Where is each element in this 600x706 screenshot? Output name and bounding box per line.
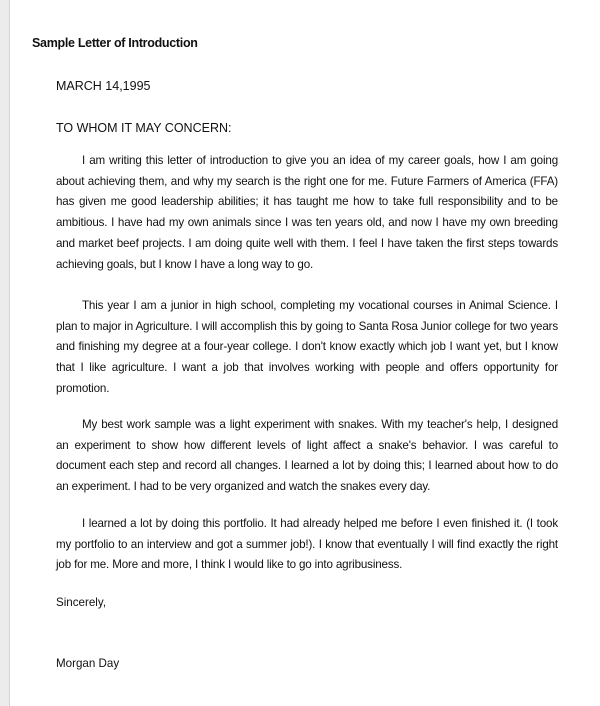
document-page xyxy=(9,0,600,706)
closing: Sincerely, xyxy=(56,596,107,609)
body-paragraph-4: I learned a lot by doing this portfolio. It had already helped me before I even finished it. (I took my portfolio to an interview and got a summer job!). I know that eventually I will find exactly the right job for me. More and more, I think I would like to go into agribusiness. xyxy=(56,517,558,572)
document-title: Sample Letter of Introduction xyxy=(32,36,198,50)
letter-date: MARCH 14,1995 xyxy=(56,79,151,93)
signature-name: Morgan Day xyxy=(56,657,120,670)
salutation: TO WHOM IT MAY CONCERN: xyxy=(56,121,232,135)
body-paragraph-1: I am writing this letter of introduction to give you an idea of my career goals, how I am going about achieving them, and why my search is the right one for me. Future Farmers of America (FFA) has given me good leadership abilities; it has taught me how to take full responsibility and to be ambitious. I have had my own animals since I was ten years old, and now I have my own breeding and market beef projects. I am doing quite well with them. I feel I have taken the first steps towards achieving goals, but I know I have a long way to go. xyxy=(56,154,558,271)
body-paragraph-2: This year I am a junior in high school, completing my vocational courses in Animal Science. I plan to major in Agriculture. I will accomplish this by going to Santa Rosa Junior college for two years and finishing my degree at a four-year college. I don't know exactly which job I want yet, but I know that I like agriculture. I want a job that involves working with people and offers opportunity for promotion. xyxy=(56,299,558,395)
body-paragraph-3: My best work sample was a light experiment with snakes. With my teacher's help, I designed an experiment to show how different levels of light affect a snake's behavior. I was careful to document each step and record all changes. I learned a lot by doing this; I learned about how to do an experiment. I had to be very organized and watch the snakes every day. xyxy=(56,418,558,494)
